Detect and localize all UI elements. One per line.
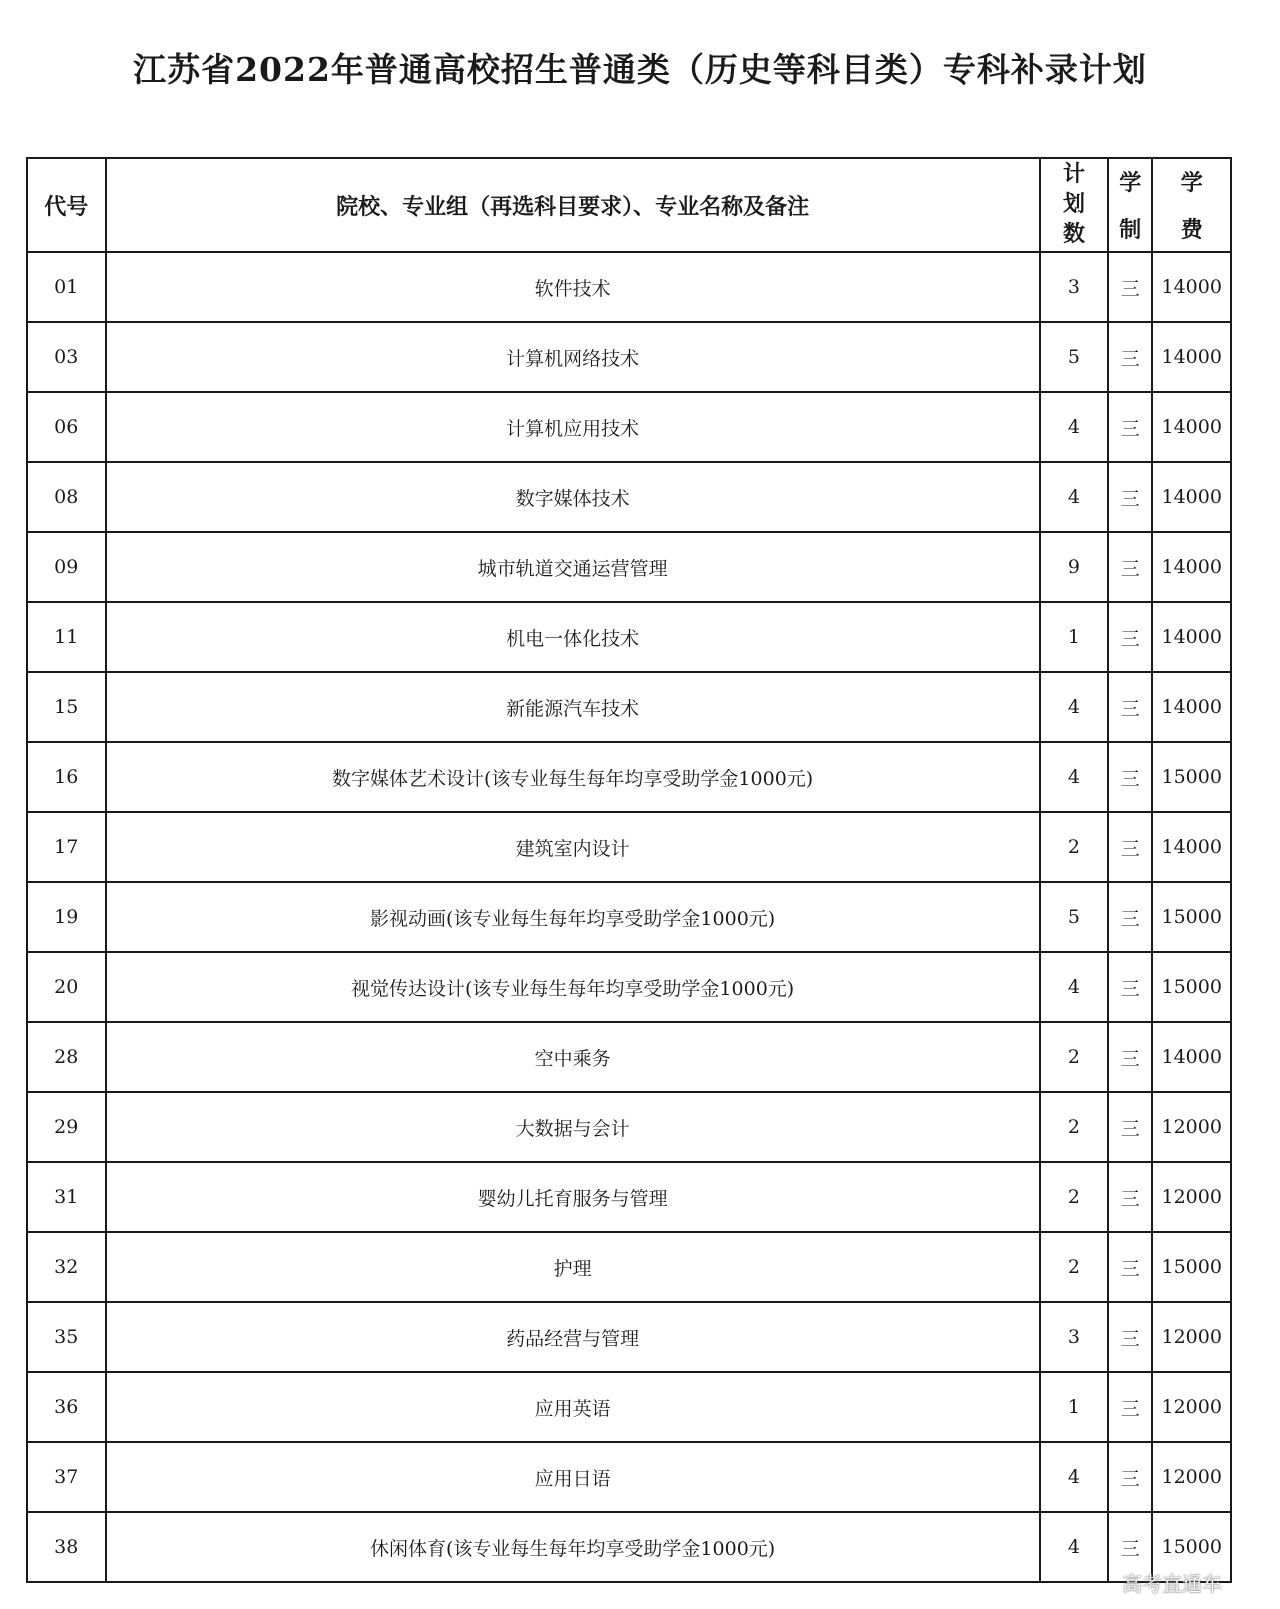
cell-code: 11 (27, 602, 106, 672)
table-row (27, 1162, 1231, 1232)
table-row (27, 1512, 1231, 1582)
cell-fee: 15000 (1152, 742, 1231, 812)
cell-code: 16 (27, 742, 106, 812)
header-row (27, 158, 1231, 252)
cell-code: 32 (27, 1232, 106, 1302)
cell-code: 38 (27, 1512, 106, 1582)
cell-major-name: 城市轨道交通运营管理 (106, 532, 1040, 602)
enrollment-plan-table (26, 157, 1232, 1583)
table-row (27, 1092, 1231, 1162)
header-fee (1152, 158, 1231, 252)
cell-major-name: 建筑室内设计 (106, 812, 1040, 882)
cell-code: 08 (27, 462, 106, 532)
cell-plan-count: 4 (1040, 392, 1108, 462)
cell-code: 03 (27, 322, 106, 392)
cell-fee: 12000 (1152, 1372, 1231, 1442)
cell-code: 06 (27, 392, 106, 462)
cell-plan-count: 5 (1040, 882, 1108, 952)
cell-major-name: 应用英语 (106, 1372, 1040, 1442)
table-row (27, 252, 1231, 322)
table-row (27, 812, 1231, 882)
cell-code: 31 (27, 1162, 106, 1232)
table-row (27, 602, 1231, 672)
cell-years: 三 (1108, 812, 1152, 882)
cell-code: 15 (27, 672, 106, 742)
table-row (27, 392, 1231, 462)
table-header (27, 158, 1231, 252)
cell-fee: 15000 (1152, 1512, 1231, 1582)
page-title: 江苏省2022年普通高校招生普通类（历史等科目类）专科补录计划 (133, 50, 1147, 89)
cell-years: 三 (1108, 1162, 1152, 1232)
table-row (27, 1232, 1231, 1302)
header-plan (1040, 158, 1108, 252)
cell-years: 三 (1108, 742, 1152, 812)
cell-major-name: 大数据与会计 (106, 1092, 1040, 1162)
cell-major-name: 药品经营与管理 (106, 1302, 1040, 1372)
cell-major-name: 应用日语 (106, 1442, 1040, 1512)
cell-fee: 14000 (1152, 392, 1231, 462)
cell-plan-count: 4 (1040, 742, 1108, 812)
table-row (27, 322, 1231, 392)
header-fee-bottom: 费 (1180, 218, 1203, 243)
cell-code: 36 (27, 1372, 106, 1442)
cell-years: 三 (1108, 252, 1152, 322)
table-row (27, 462, 1231, 532)
cell-plan-count: 2 (1040, 1232, 1108, 1302)
cell-plan-count: 1 (1040, 1372, 1108, 1442)
cell-code: 09 (27, 532, 106, 602)
cell-years: 三 (1108, 392, 1152, 462)
cell-code: 01 (27, 252, 106, 322)
cell-code: 20 (27, 952, 106, 1022)
cell-fee: 14000 (1152, 462, 1231, 532)
cell-major-name: 护理 (106, 1232, 1040, 1302)
table-row (27, 882, 1231, 952)
cell-fee: 12000 (1152, 1442, 1231, 1512)
cell-plan-count: 4 (1040, 952, 1108, 1022)
cell-plan-count: 3 (1040, 252, 1108, 322)
cell-plan-count: 2 (1040, 1022, 1108, 1092)
cell-years: 三 (1108, 602, 1152, 672)
header-name: 院校、专业组（再选科目要求）、专业名称及备注 (106, 158, 1040, 252)
table-row (27, 952, 1231, 1022)
watermark: 高考直通车 (1122, 1572, 1222, 1596)
cell-years: 三 (1108, 532, 1152, 602)
cell-major-name: 空中乘务 (106, 1022, 1040, 1092)
header-years (1108, 158, 1152, 252)
cell-fee: 14000 (1152, 252, 1231, 322)
cell-fee: 14000 (1152, 532, 1231, 602)
cell-plan-count: 4 (1040, 672, 1108, 742)
cell-fee: 15000 (1152, 882, 1231, 952)
table-row (27, 1022, 1231, 1092)
cell-years: 三 (1108, 322, 1152, 392)
cell-years: 三 (1108, 882, 1152, 952)
cell-major-name: 数字媒体艺术设计(该专业每生每年均享受助学金1000元) (106, 742, 1040, 812)
cell-years: 三 (1108, 1372, 1152, 1442)
cell-major-name: 机电一体化技术 (106, 602, 1040, 672)
header-code: 代号 (27, 158, 106, 252)
cell-fee: 12000 (1152, 1092, 1231, 1162)
cell-major-name: 软件技术 (106, 252, 1040, 322)
cell-major-name: 视觉传达设计(该专业每生每年均享受助学金1000元) (106, 952, 1040, 1022)
cell-fee: 12000 (1152, 1302, 1231, 1372)
cell-plan-count: 4 (1040, 1512, 1108, 1582)
cell-fee: 15000 (1152, 1232, 1231, 1302)
cell-years: 三 (1108, 672, 1152, 742)
table-row (27, 1372, 1231, 1442)
cell-major-name: 婴幼儿托育服务与管理 (106, 1162, 1040, 1232)
header-years-top: 学 (1119, 171, 1142, 196)
cell-years: 三 (1108, 1022, 1152, 1092)
cell-code: 28 (27, 1022, 106, 1092)
cell-fee: 14000 (1152, 812, 1231, 882)
header-plan-label: 计划数 (1062, 162, 1085, 247)
cell-plan-count: 9 (1040, 532, 1108, 602)
cell-plan-count: 2 (1040, 1092, 1108, 1162)
cell-plan-count: 2 (1040, 812, 1108, 882)
cell-fee: 15000 (1152, 952, 1231, 1022)
header-years-bottom: 制 (1119, 218, 1142, 243)
cell-major-name: 数字媒体技术 (106, 462, 1040, 532)
cell-plan-count: 1 (1040, 602, 1108, 672)
cell-major-name: 影视动画(该专业每生每年均享受助学金1000元) (106, 882, 1040, 952)
cell-fee: 14000 (1152, 322, 1231, 392)
cell-years: 三 (1108, 1092, 1152, 1162)
cell-code: 29 (27, 1092, 106, 1162)
table-row (27, 1442, 1231, 1512)
table-body (27, 252, 1231, 1582)
cell-years: 三 (1108, 462, 1152, 532)
cell-major-name: 休闲体育(该专业每生每年均享受助学金1000元) (106, 1512, 1040, 1582)
cell-plan-count: 3 (1040, 1302, 1108, 1372)
table-row (27, 672, 1231, 742)
cell-code: 19 (27, 882, 106, 952)
cell-fee: 14000 (1152, 672, 1231, 742)
cell-fee: 12000 (1152, 1162, 1231, 1232)
cell-fee: 14000 (1152, 1022, 1231, 1092)
header-fee-top: 学 (1180, 171, 1203, 196)
cell-code: 37 (27, 1442, 106, 1512)
table-row (27, 742, 1231, 812)
cell-years: 三 (1108, 1302, 1152, 1372)
cell-code: 35 (27, 1302, 106, 1372)
table-row (27, 532, 1231, 602)
table-row (27, 1302, 1231, 1372)
cell-plan-count: 4 (1040, 1442, 1108, 1512)
cell-major-name: 计算机网络技术 (106, 322, 1040, 392)
cell-plan-count: 5 (1040, 322, 1108, 392)
cell-plan-count: 2 (1040, 1162, 1108, 1232)
cell-years: 三 (1108, 1442, 1152, 1512)
cell-major-name: 计算机应用技术 (106, 392, 1040, 462)
cell-major-name: 新能源汽车技术 (106, 672, 1040, 742)
cell-plan-count: 4 (1040, 462, 1108, 532)
cell-years: 三 (1108, 952, 1152, 1022)
cell-fee: 14000 (1152, 602, 1231, 672)
cell-years: 三 (1108, 1232, 1152, 1302)
cell-years: 三 (1108, 1512, 1152, 1582)
cell-code: 17 (27, 812, 106, 882)
